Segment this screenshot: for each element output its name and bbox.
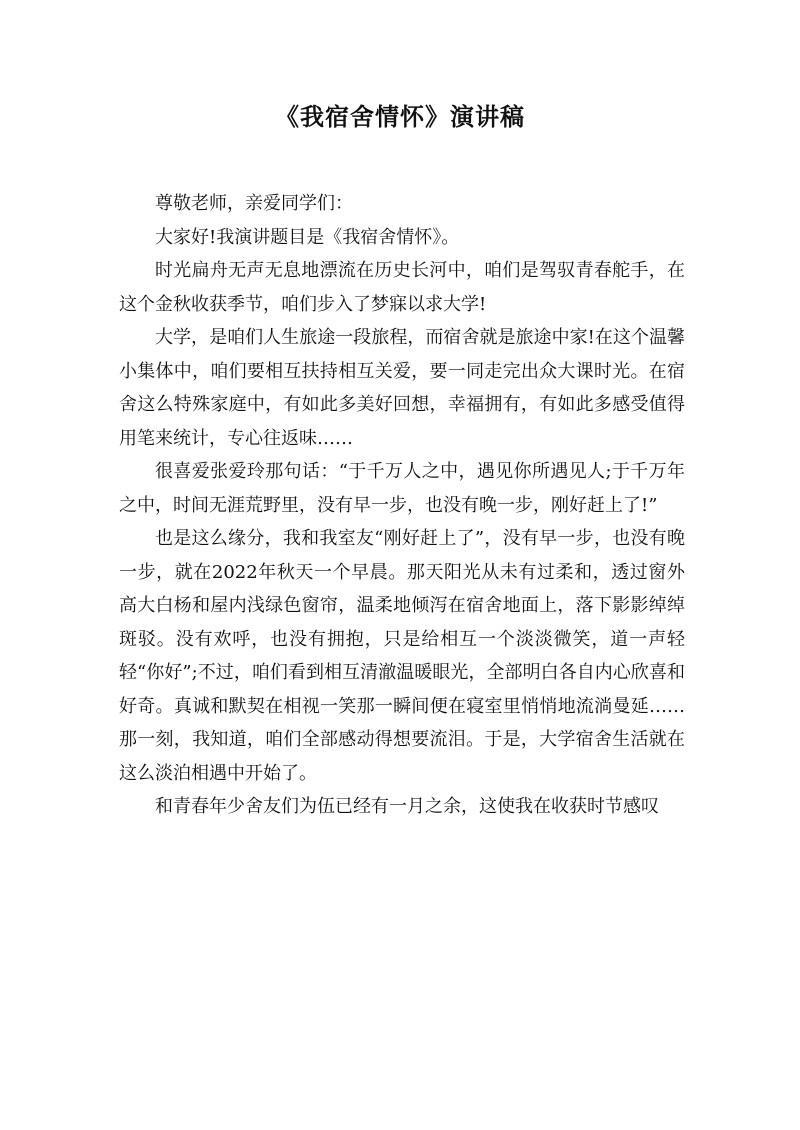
paragraph-fate: 也是这么缘分，我和我室友“刚好赶上了”，没有早一步，也没有晚一步，就在2022年秋天一个早晨。那天阳光从未有过柔和，透过窗外高大白杨和屋内浅绿色窗帘，温柔地倾泻在宿舍地面上，落下影影绰绰斑驳。没有欢呼，也没有拥抱，只是给相互一个淡淡微笑，道一声轻轻“你好”;不过，咱们看到相互清澈温暖眼光，全部明白各自内心欣喜和好奇。真诚和默契在相视一笑那一瞬间便在寝室里悄悄地流淌曼延……那一刻，我知道，咱们全部感动得想要流泪。于是，大学宿舍生活就在这么淡泊相遇中开始了。 [119,528,685,784]
paragraph-roommates: 和青春年少舍友们为伍已经有一月之余，这使我在收获时节感叹 [155,796,659,817]
paragraph-greeting: 大家好!我演讲题目是《我宿舍情怀》。 [155,226,460,248]
paragraph-salutation: 尊敬老师，亲爱同学们： [155,193,353,214]
paragraph-university: 大学，是咱们人生旅途一段旅程，而宿舍就是旅途中家!在这个温馨小集体中，咱们要相互扶持相互关爱，要一同走完出众大课时光。在宿舍这么特殊家庭中，有如此多美好回想，幸福拥有，有如此多感受值得用笔来统计，专心往返味…… [119,327,685,449]
paragraph-time-boat: 时光扁舟无声无息地漂流在历史长河中，咱们是驾驭青春舵手，在这个金秋收获季节，咱们步入了梦寐以求大学! [119,260,685,315]
document-title: 《我宿舍情怀》演讲稿 [275,102,525,131]
paragraph-quote: 很喜爱张爱玲那句话：“于千万人之中，遇见你所遇见人;于千万年之中，时间无涯荒野里，没有早一步，也没有晚一步，刚好赶上了!” [119,461,685,516]
document-body [119,187,685,824]
